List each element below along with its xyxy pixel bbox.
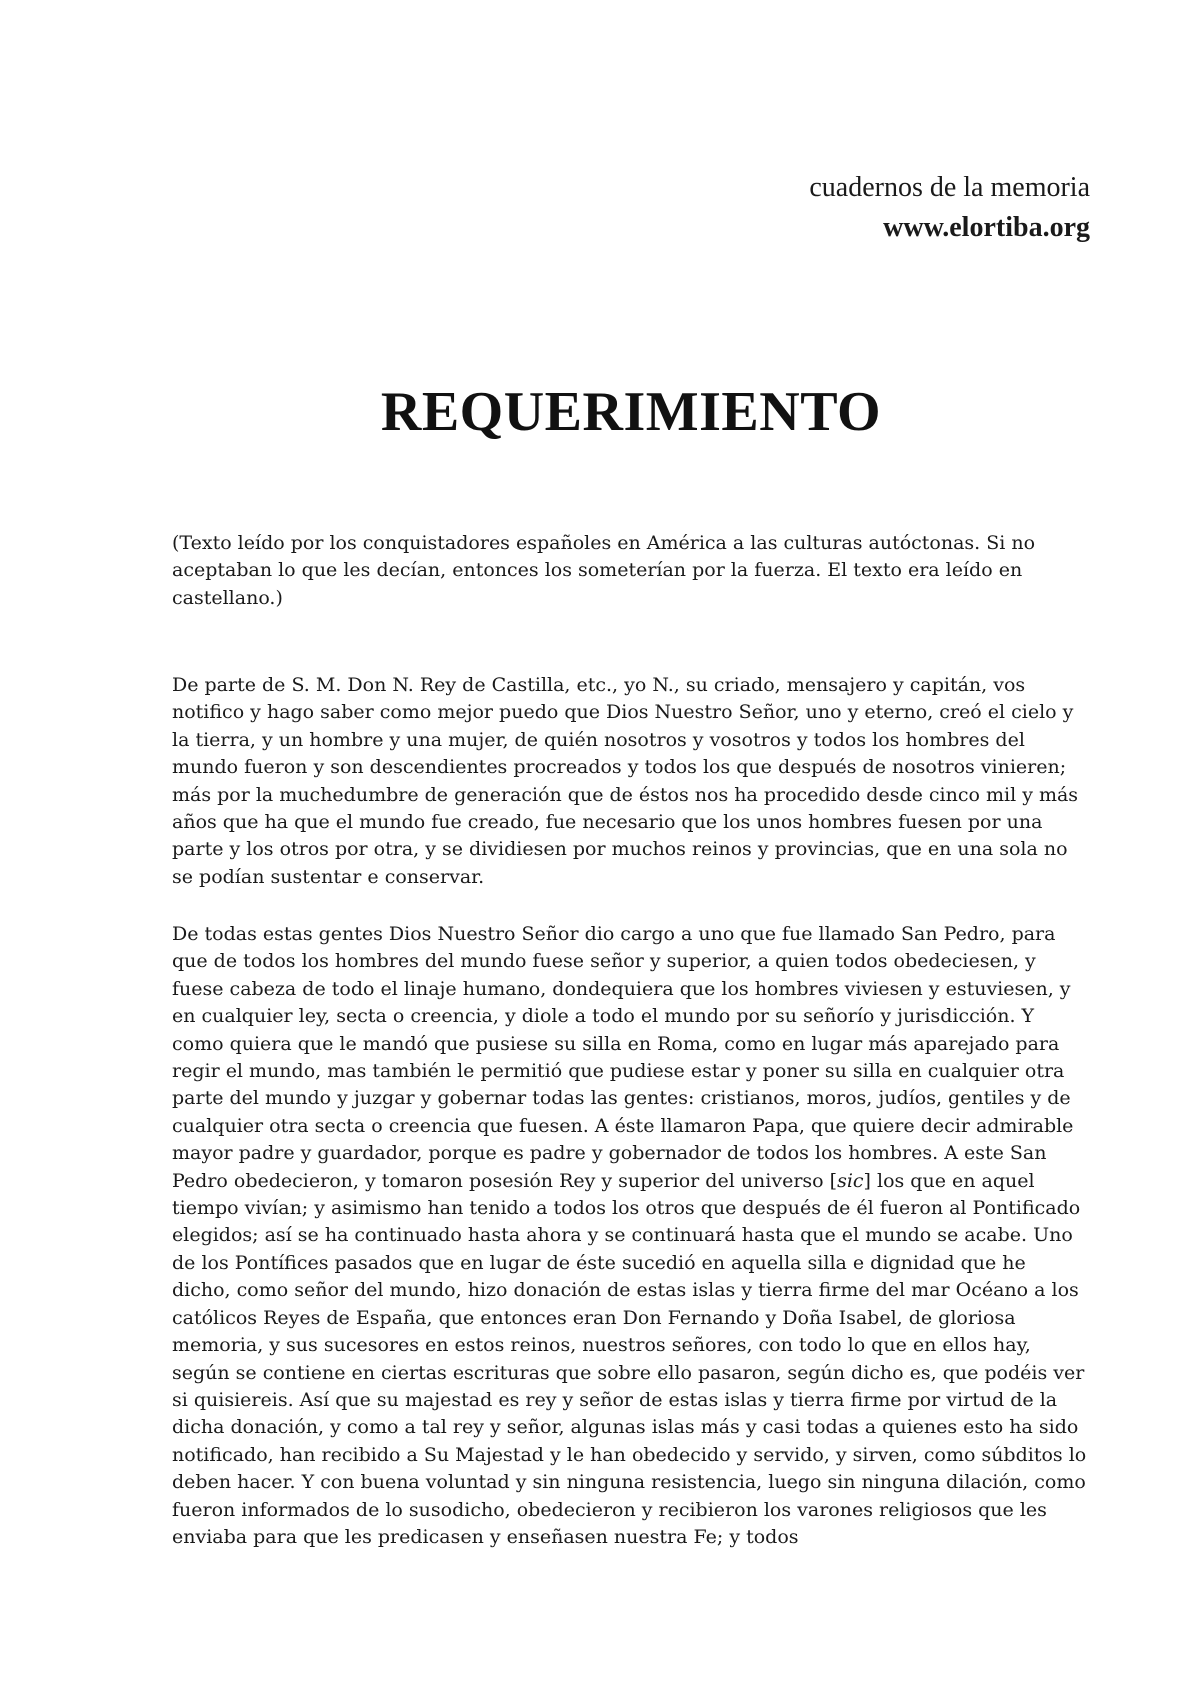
page-header — [809, 168, 1090, 248]
website-url: www.elortiba.org — [883, 212, 1090, 243]
body-paragraph-1: De parte de S. M. Don N. Rey de Castilla, etc., yo N., su criado, mensajero y capitán, vos notifico y hago saber como mejor puedo que Dios Nuestro Señor, uno y eterno, creó el cielo y la tierra, y un hombre y una mujer, de quién nosotros y vosotros y todos los hombres del mundo fueron y son descendientes procreados y todos los que después de nosotros vinieren; más por la muchedumbre de generación que de éstos nos ha procedido desde cinco mil y más años que ha que el mundo fue creado, fue necesario que los unos hombres fuesen por una parte y los otros por otra, y se dividiesen por muchos reinos y provincias, que en una sola no se podían sustentar e conservar. — [172, 674, 1079, 888]
paragraph-2-part-2: ] los que en aquel tiempo vivían; y asimismo han tenido a todos los otros que después de él fueron al Pontificado elegidos; así se ha continuado hasta ahora y se continuará hasta que el mundo se acabe. Uno de los Pontífices pasados que en lugar de éste sucedió en aquella silla e dignidad que he dicho, como señor del mundo, hizo donación de estas islas y tierra firme del mar Océano a los católicos Reyes de España, que entonces eran Don Fernando y Doña Isabel, de gloriosa memoria, y sus sucesores en estos reinos, nuestros señores, con todo lo que en ellos hay, según se contiene en ciertas escrituras que sobre ello pasaron, según dicho es, que podéis ver si quisiereis. Así que su majestad es rey y señor de estas islas y tierra firme por virtud de la dicha donación, y como a tal rey y señor, algunas islas más y casi todas a quienes esto ha sido notificado, han recibido a Su Majestad y le han obedecido y servido, y sirven, como súbditos lo deben hacer. Y con buena voluntad y sin ninguna resistencia, luego sin ninguna dilación, como fueron informados de lo susodicho, obedecieron y recibieron los varones religiosos que les enviaba para que les predicasen y enseñasen nuestra Fe; y todos — [172, 1169, 1087, 1548]
body-paragraph-2 — [172, 921, 1090, 1551]
sic-annotation: sic — [837, 1169, 864, 1192]
paragraph-2-part-1: De todas estas gentes Dios Nuestro Señor dio cargo a uno que fue llamado San Pedro, para que de todos los hombres del mundo fuese señor y superior, a quien todos obedeciesen, y fuese cabeza de todo el linaje humano, dondequiera que los hombres viviesen y estuviesen, y en cualquier ley, secta o creencia, y diole a todo el mundo por su señorío y jurisdicción. Y como quiera que le mandó que pusiese su silla en Roma, como en lugar más aparejado para regir el mundo, mas también le permitió que pudiese estar y poner su silla en cualquier otra parte del mundo y juzgar y gobernar todas las gentes: cristianos, moros, judíos, gentiles y de cualquier otra secta o creencia que fuesen. A éste llamaron Papa, que quiere decir admirable mayor padre y guardador, porque es padre y gobernador de todos los hombres. A este San Pedro obedecieron, y tomaron posesión Rey y superior del universo [ — [172, 923, 1074, 1192]
intro-note: (Texto leído por los conquistadores españoles en América a las culturas autóctonas. Si no aceptaban lo que les decían, entonces los someterían por la fuerza. El texto era leído en castellano.) — [172, 532, 1036, 609]
document-title: REQUERIMIENTO — [380, 381, 882, 443]
series-name: cuadernos de la memoria — [809, 172, 1090, 203]
body-paragraph-2-text — [172, 921, 1090, 1551]
